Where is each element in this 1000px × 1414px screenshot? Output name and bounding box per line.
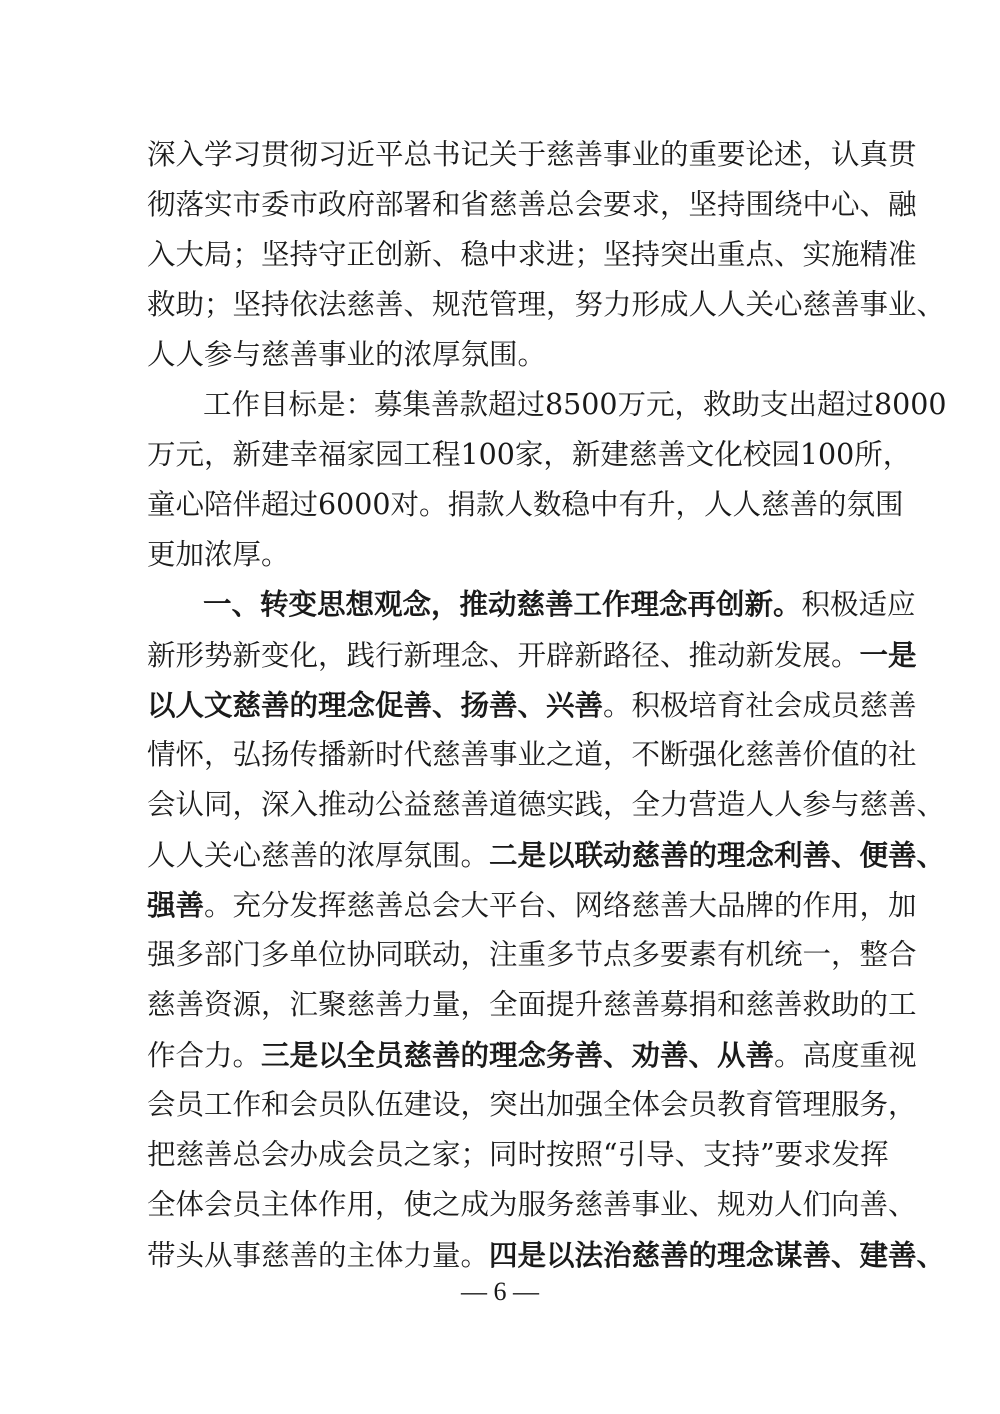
text-line [203,580,916,630]
key-phrase: 以人文慈善的理念促善、扬善、兴善 [147,688,604,722]
key-phrase: 强善 [147,888,205,922]
text-line [147,480,904,530]
section-heading: 一、转变思想观念，推动慈善工作理念再创新。 [203,588,802,621]
line-text: 救助；坚持依法慈善、规范管理，努力形成人人关心慈善事业、 [147,288,946,321]
page-number: — 6 — [461,1277,539,1306]
line-text: 情怀，弘扬传播新时代慈善事业之道，不断强化慈善价值的社 [147,738,917,771]
text-line [147,530,859,580]
line-text: 会认同，深入推动公益慈善道德实践，全力营造人人参与慈善、 [147,788,946,821]
key-phrase: 四是以法治慈善的理念谋善、建善、 [489,1238,946,1272]
line-text: 工作目标是：募集善款超过8500万元，救助支出超过8000 [203,388,947,421]
text-line [147,280,946,330]
text-line [147,230,917,280]
text-line [147,930,917,980]
text-line [147,730,917,780]
line-text: 强多部门多单位协同联动，注重多节点多要素有机统一，整合 [147,938,917,971]
line-text: 人人关心慈善的浓厚氛围。 [147,839,490,872]
line-text: 更加浓厚。 [147,538,290,571]
line-text: 积极适应 [801,588,916,621]
text-line [147,880,917,930]
text-line [147,430,912,480]
key-phrase: 一是 [859,638,917,672]
line-text: 会员工作和会员队伍建设，突出加强全体会员教育管理服务， [147,1088,917,1121]
line-text: 人人参与慈善事业的浓厚氛围。 [147,338,547,371]
text-line [147,980,917,1030]
text-line [147,330,859,380]
text-line [147,830,946,880]
line-text: 作合力。 [147,1039,262,1072]
text-line [147,1030,917,1080]
line-text: 慈善资源，汇聚慈善力量，全面提升慈善募捐和慈善救助的工 [147,988,917,1021]
text-line [147,780,946,830]
line-text: 把慈善总会办成会员之家；同时按照“引导、支持”要求发挥 [147,1138,889,1171]
line-text: 童心陪伴超过6000对。捐款人数稳中有升，人人慈善的氛围 [147,488,904,521]
text-line [147,680,917,730]
key-phrase: 二是以联动慈善的理念利善、便善、 [489,838,946,872]
line-text: 深入学习贯彻习近平总书记关于慈善事业的重要论述，认真贯 [147,138,917,171]
line-text: 。积极培育社会成员慈善 [603,689,917,722]
text-line [147,1180,917,1230]
line-text: 新形势新变化，践行新理念、开辟新路径、推动新发展。 [147,639,860,672]
text-line [147,1130,889,1180]
line-text: 万元，新建幸福家园工程100家，新建慈善文化校园100所， [147,438,912,471]
text-line [147,630,917,680]
text-line [203,380,947,430]
line-text: 。高度重视 [774,1039,917,1072]
text-line [147,180,917,230]
line-text: 入大局；坚持守正创新、稳中求进；坚持突出重点、实施精准 [147,238,917,271]
text-line [147,1080,917,1130]
text-line [147,130,917,180]
line-text: 带头从事慈善的主体力量。 [147,1239,490,1272]
line-text: 全体会员主体作用，使之成为服务慈善事业、规劝人们向善、 [147,1188,917,1221]
key-phrase: 三是以全员慈善的理念务善、劝善、从善 [261,1038,775,1072]
line-text: 彻落实市委市政府部署和省慈善总会要求，坚持围绕中心、融 [147,188,917,221]
line-text: 。充分发挥慈善总会大平台、网络慈善大品牌的作用，加 [204,889,917,922]
